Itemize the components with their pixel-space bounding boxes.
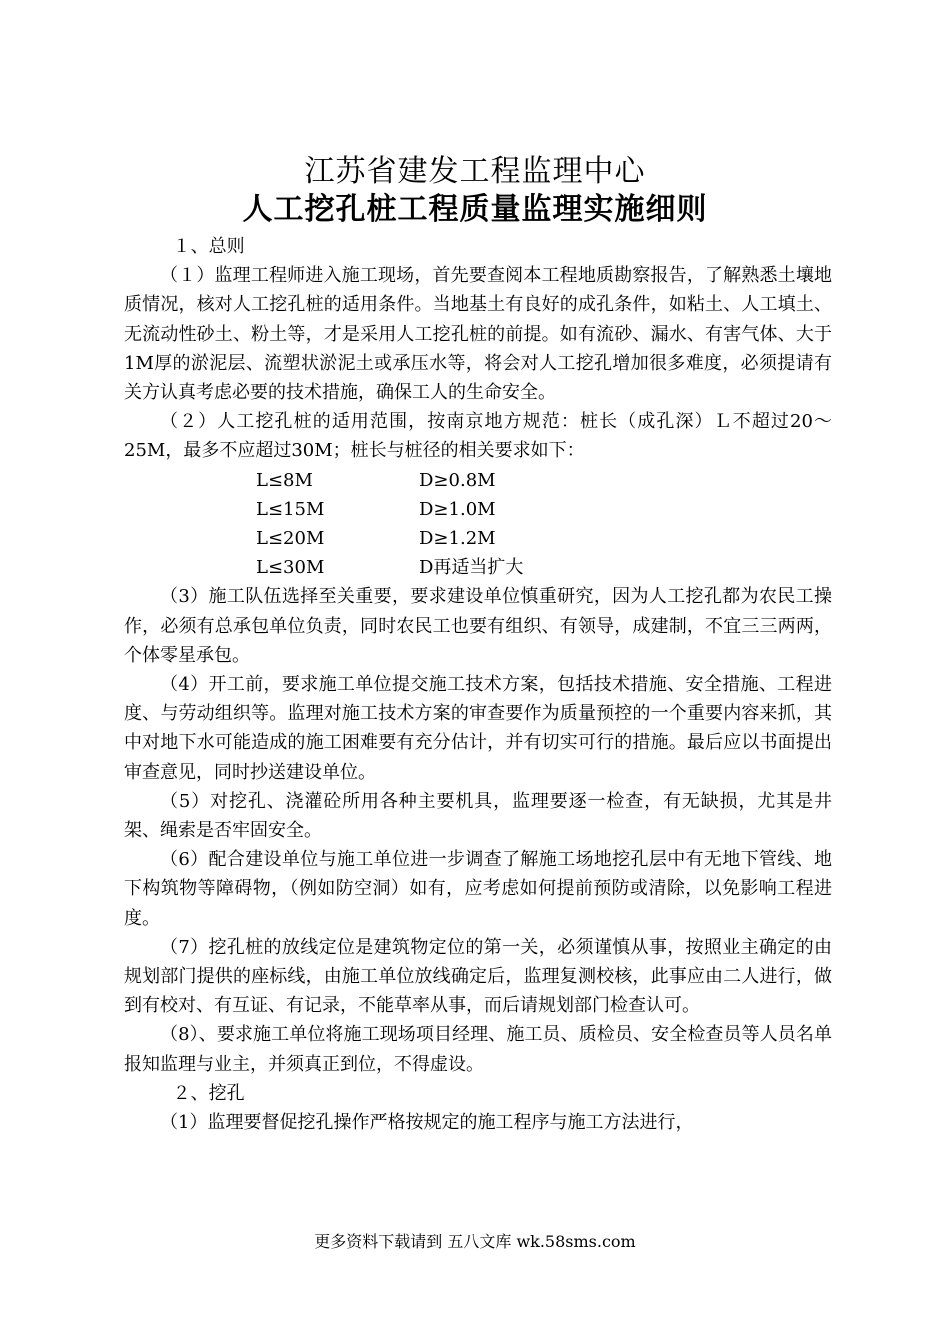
pile-spec-table — [124, 466, 832, 583]
spec-length: L≤15M — [256, 498, 325, 520]
paragraph-6: （6）配合建设单位与施工单位进一步调查了解施工场地挖孔层中有无地下管线、地下构筑物等障碍物，（例如防空洞）如有，应考虑如何提前预防或清除，以免影响工程进度。 — [124, 849, 832, 929]
spec-row — [124, 553, 832, 582]
section-heading-general: １、总则 — [172, 236, 245, 257]
spec-row — [124, 524, 832, 553]
organization-title: 江苏省建发工程监理中心 — [304, 154, 646, 189]
paragraph-8: （8）、要求施工单位将施工现场项目经理、施工员、质检员、安全检查员等人员名单报知监理与业主，并须真正到位，不得虚设。 — [124, 1024, 832, 1075]
footer-note: 更多资料下载请到 五八文库 wk.58sms.com — [314, 1232, 636, 1251]
spec-length: L≤30M — [256, 557, 325, 579]
paragraph-2: （２）人工挖孔桩的适用范围，按南京地方规范：桩长（成孔深）Ｌ不超过20～25M，最多不应超过30M；桩长与桩径的相关要求如下： — [124, 411, 832, 462]
spec-diameter: D再适当扩大 — [419, 557, 524, 579]
spec-diameter: D≥0.8M — [419, 469, 496, 491]
section-heading-dig: ２、挖孔 — [172, 1082, 245, 1104]
spec-length: L≤20M — [256, 528, 325, 550]
spec-diameter: D≥1.0M — [419, 498, 496, 520]
spec-row — [124, 466, 832, 495]
paragraph-4: （4）开工前，要求施工单位提交施工技术方案，包括技术措施、安全措施、工程进度、与劳动组织等。监理对施工技术方案的审查要作为质量预控的一个重要内容来抓，其中对地下水可能造成的施工困难要有充分估计，并有切实可行的措施。最后应以书面提出审查意见，同时抄送建设单位。 — [124, 674, 832, 783]
paragraph-7: （7）挖孔桩的放线定位是建筑物定位的第一关，必须谨慎从事，按照业主确定的由规划部门提供的座标线，由施工单位放线确定后，监理复测校核，此事应由二人进行，做到有校对、有互证、有记录，不能草率从事，而后请规划部门检查认可。 — [124, 936, 832, 1017]
paragraph-3: （3）施工队伍选择至关重要，要求建设单位慎重研究，因为人工挖孔都为农民工操作，必须有总承包单位负责，同时农民工也要有组织、有领导，成建制，不宜三三两两，个体零星承包。 — [124, 586, 832, 666]
spec-length: L≤8M — [256, 469, 313, 491]
spec-diameter: D≥1.2M — [419, 528, 496, 550]
document-title: 人工挖孔桩工程质量监理实施细则 — [242, 192, 708, 227]
paragraph-9: （1）监理要督促挖孔操作严格按规定的施工程序与施工方法进行， — [160, 1112, 694, 1134]
paragraph-1: （１）监理工程师进入施工现场，首先要查阅本工程地质勘察报告，了解熟悉土壤地质情况，核对人工挖孔桩的适用条件。当地基土有良好的成孔条件，如粘土、人工填土、无流动性砂土、粉土等，才是采用人工挖孔桩的前提。如有流砂、漏水、有害气体、大于1M厚的淤泥层、流塑状淤泥土或承压水等，将会对人工挖孔增加很多难度，必须提请有关方认真考虑必要的技术措施，确保工人的生命安全。 — [124, 265, 832, 404]
spec-row — [124, 495, 832, 524]
paragraph-5: （5）对挖孔、浇灌砼所用各种主要机具，监理要逐一检查，有无缺损，尤其是井架、绳索是否牢固安全。 — [124, 790, 832, 842]
document-body — [124, 232, 832, 1137]
